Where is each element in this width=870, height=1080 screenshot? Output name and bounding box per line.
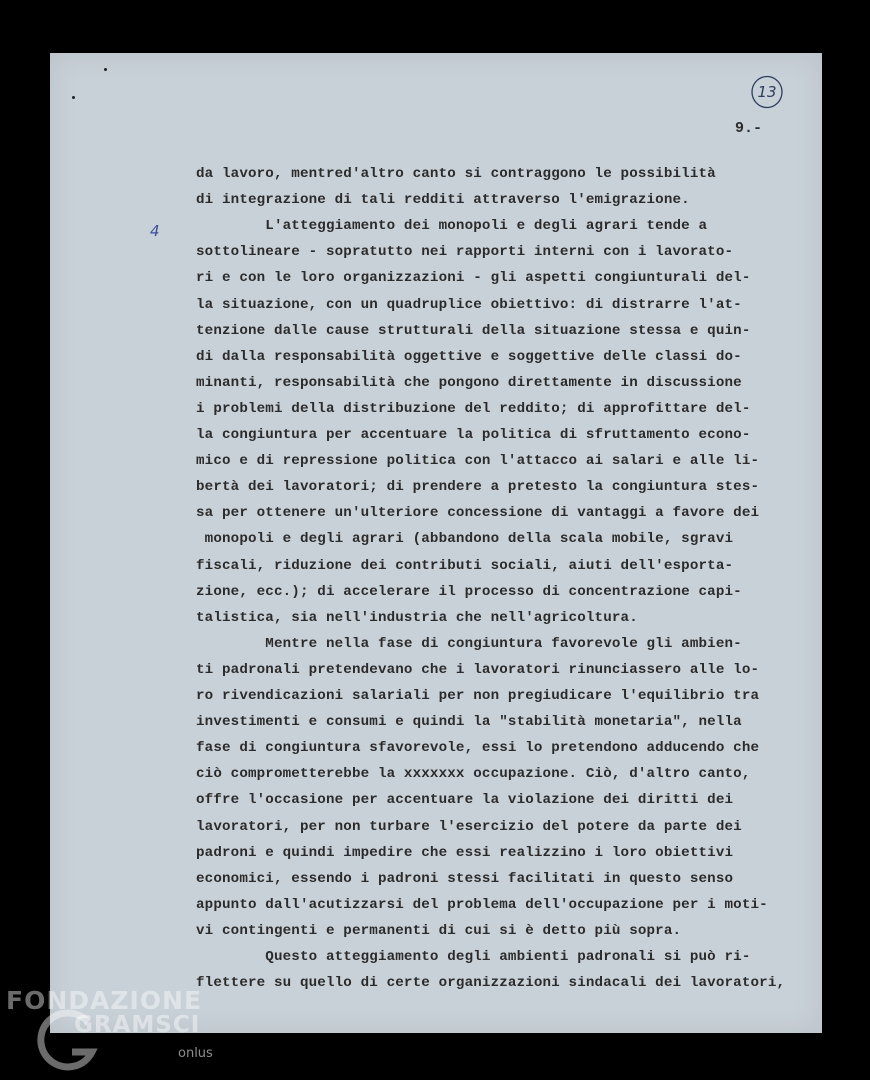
text-line: la situazione, con un quadruplice obiettivo: di distrarre l'at- bbox=[196, 296, 742, 313]
text-line: ciò comprometterebbe la xxxxxxx occupazione. Ciò, d'altro canto, bbox=[196, 766, 751, 783]
ink-speck bbox=[72, 96, 75, 99]
watermark-text-3: onlus bbox=[178, 1046, 213, 1061]
text-line: di dalla responsabilità oggettive e soggettive delle classi do- bbox=[196, 348, 742, 365]
text-line: di integrazione di tali redditi attraverso l'emigrazione. bbox=[196, 192, 690, 209]
text-line: sa per ottenere un'ulteriore concessione di vantaggi a favore dei bbox=[196, 505, 760, 522]
watermark-text-2: GRAMSCI bbox=[74, 1012, 201, 1038]
text-line: ri e con le loro organizzazioni - gli aspetti congiunturali del- bbox=[196, 270, 751, 287]
text-line: Mentre nella fase di congiuntura favorevole gli ambien- bbox=[196, 635, 742, 652]
text-line: L'atteggiamento dei monopoli e degli agrari tende a bbox=[196, 218, 708, 235]
watermark-text-1: FONDAZIONE bbox=[6, 986, 203, 1015]
text-line: talistica, sia nell'industria che nell'agricoltura. bbox=[196, 609, 638, 626]
text-line: fiscali, riduzione dei contributi sociali, aiuti dell'esporta- bbox=[196, 557, 734, 574]
text-line: fase di congiuntura sfavorevole, essi lo pretendono adducendo che bbox=[196, 740, 760, 757]
archive-number: 13 bbox=[757, 83, 777, 101]
text-line: la congiuntura per accentuare la politica di sfruttamento econo- bbox=[196, 427, 751, 443]
text-line: investimenti e consumi e quindi la "stabilità monetaria", nella bbox=[196, 714, 742, 731]
text-line: Questo atteggiamento degli ambienti padronali si può ri- bbox=[196, 949, 751, 965]
text-line: zione, ecc.); di accelerare il processo di concentrazione capi- bbox=[196, 583, 742, 600]
text-line: flettere su quello di certe organizzazioni sindacali dei lavoratori, bbox=[196, 975, 786, 992]
text-line: i problemi della distribuzione del reddito; di approfittare del- bbox=[196, 400, 751, 417]
watermark-logo bbox=[6, 986, 226, 1080]
archive-number-circled bbox=[750, 75, 784, 109]
text-line: mico e di repressione politica con l'attacco ai salari e alle li- bbox=[196, 453, 760, 470]
text-line: sottolineare - sopratutto nei rapporti interni con i lavorato- bbox=[196, 244, 734, 261]
text-line: offre l'occasione per accentuare la violazione dei diritti dei bbox=[196, 792, 734, 809]
text-line: padroni e quindi impedire che essi realizzino i loro obiettivi bbox=[196, 844, 734, 861]
text-line: monopoli e degli agrari (abbandono della scala mobile, sgravi bbox=[196, 531, 734, 548]
text-line: lavoratori, per non turbare l'esercizio del potere da parte dei bbox=[196, 818, 742, 835]
page-number: 9.- bbox=[735, 120, 763, 137]
text-line: economici, essendo i padroni stessi facilitati in questo senso bbox=[196, 870, 734, 887]
text-line: ro rivendicazioni salariali per non pregiudicare l'equilibrio tra bbox=[196, 688, 760, 704]
circle-mark-icon bbox=[750, 75, 784, 109]
text-line: appunto dall'acutizzarsi del problema dell'occupazione per i moti- bbox=[196, 896, 768, 913]
text-line: da lavoro, mentred'altro canto si contraggono le possibilità bbox=[196, 166, 716, 182]
text-line: bertà dei lavoratori; di prendere a pretesto la congiuntura stes- bbox=[196, 479, 760, 496]
text-line: minanti, responsabilità che pongono direttamente in discussione bbox=[196, 374, 742, 391]
margin-annotation: 4 bbox=[150, 222, 160, 240]
text-line: ti padronali pretendevano che i lavoratori rinunciassero alle lo- bbox=[196, 661, 760, 678]
ink-speck bbox=[104, 68, 107, 71]
text-line: tenzione dalle cause strutturali della situazione stessa e quin- bbox=[196, 322, 751, 339]
text-line: vi contingenti e permanenti di cui si è detto più sopra. bbox=[196, 922, 682, 939]
